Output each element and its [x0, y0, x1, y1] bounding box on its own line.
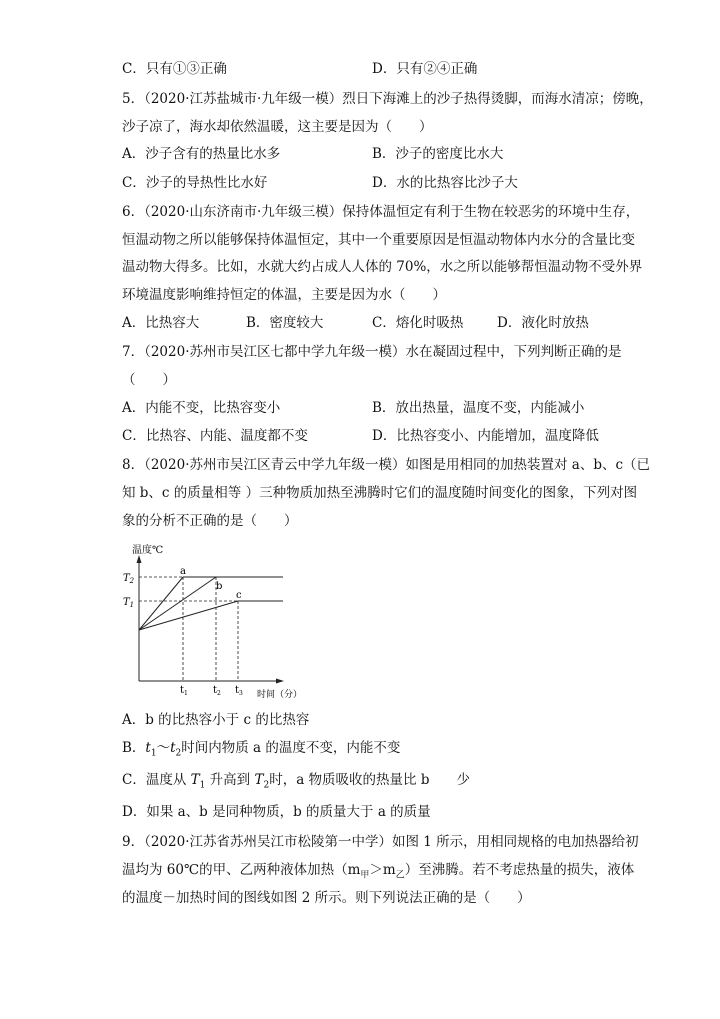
- q5-option-c: C．沙子的导热性比水好: [122, 175, 268, 191]
- curve-c: [139, 601, 238, 630]
- q8-option-d: D．如果 a、b 是同种物质，b 的质量大于 a 的质量: [122, 804, 431, 820]
- q8-option-a: A．b 的比热容小于 c 的比热容: [122, 712, 310, 728]
- curve-label-b: b: [216, 581, 223, 592]
- x-tick-t2: $t_2$: [213, 685, 221, 697]
- x-axis-label: 时间（分）: [257, 690, 303, 700]
- q6-option-b: B．密度较大: [246, 315, 324, 331]
- curve-label-a: a: [180, 566, 186, 577]
- q9-stem-line: 的温度－加热时间的图线如图 2 所示。则下列说法正确的是（ ）: [122, 890, 531, 906]
- y-axis-label: 温度℃: [132, 545, 164, 556]
- q7-option-a: A．内能不变，比热容变小: [122, 400, 281, 416]
- q6-option-c: C．熔化时吸热: [372, 315, 464, 331]
- q8-stem-line: 知 b、c 的质量相等 ）三种物质加热至沸腾时它们的温度随时间变化的图象，下列对图: [122, 485, 638, 501]
- curve-label-c: c: [236, 590, 242, 601]
- q6-stem-line: 温动物大得多。比如，水就大约占成人人体的 70%，水之所以能够帮恒温动物不受外界: [122, 259, 643, 275]
- q8-stem-line: 8．（2020·苏州市吴江区青云中学九年级一模）如图是用相同的加热装置对 a、b、c（已: [122, 457, 651, 473]
- q8-stem-line: 象的分析不正确的是（ ）: [122, 513, 298, 529]
- curve-b: [139, 577, 216, 630]
- q4-option-c: C．只有①③正确: [122, 61, 227, 77]
- q9-stem-line: 9．（2020·江苏省苏州吴江市松陵第一中学）如图 1 所示，用相同规格的电加热器给初: [122, 834, 639, 850]
- q5-option-b: B．沙子的密度比水大: [372, 146, 504, 162]
- q9-stem-line: 温均为 60℃的甲、乙两种液体加热$(m_甲>m_乙)$至沸腾。若不考虑热量的损失，液体: [122, 862, 635, 881]
- q8-option-c: C．温度从 $T_1$ 升高到 $T_2$时，a 物质吸收的热量比 b 少: [122, 772, 470, 791]
- x-axis-arrow: [276, 679, 284, 684]
- temperature-time-graph: [110, 535, 310, 705]
- q6-stem-line: 恒温动物之所以能够保持体温恒定，其中一个重要原因是恒温动物体内水分的含量比变: [122, 232, 635, 248]
- q5-stem-line: 5．（2020·江苏盐城市·九年级一模）烈日下海滩上的沙子热得烫脚，而海水清凉；傍晚，: [122, 91, 653, 107]
- q7-option-c: C．比热容、内能、温度都不变: [122, 428, 308, 444]
- q5-stem-line: 沙子凉了，海水却依然温暖，这主要是因为（ ）: [122, 119, 433, 135]
- q7-stem-line: （ ）: [122, 372, 176, 388]
- q6-stem-line: 6．（2020·山东济南市·九年级三模）保持体温恒定有利于生物在较恶劣的环境中生存，: [122, 204, 640, 220]
- y-axis-arrow: [137, 555, 142, 563]
- q7-stem-line: 7．（2020·苏州市吴江区七都中学九年级一模）水在凝固过程中，下列判断正确的是: [122, 344, 622, 360]
- q5-option-d: D．水的比热容比沙子大: [372, 175, 518, 191]
- curve-a: [139, 577, 183, 630]
- q8-option-b: B．$t_1\sim t_2$时间内物质 a 的温度不变，内能不变: [122, 740, 401, 759]
- q6-option-d: D．液化时放热: [497, 315, 589, 331]
- q5-option-a: A．沙子含有的热量比水多: [122, 146, 281, 162]
- q6-option-a: A．比热容大: [122, 315, 200, 331]
- x-tick-t1: $t_1$: [180, 685, 188, 697]
- q6-stem-line: 环境温度影响维持恒定的体温，主要是因为水（ ）: [122, 287, 446, 303]
- q4-option-d: D．只有②④正确: [372, 61, 478, 77]
- q7-option-d: D．比热容变小、内能增加，温度降低: [372, 428, 599, 444]
- y-tick-T1: $T_1$: [123, 597, 135, 609]
- x-tick-t3: $t_3$: [235, 685, 243, 697]
- y-tick-T2: $T_2$: [123, 573, 135, 585]
- q7-option-b: B．放出热量，温度不变，内能减小: [372, 400, 585, 416]
